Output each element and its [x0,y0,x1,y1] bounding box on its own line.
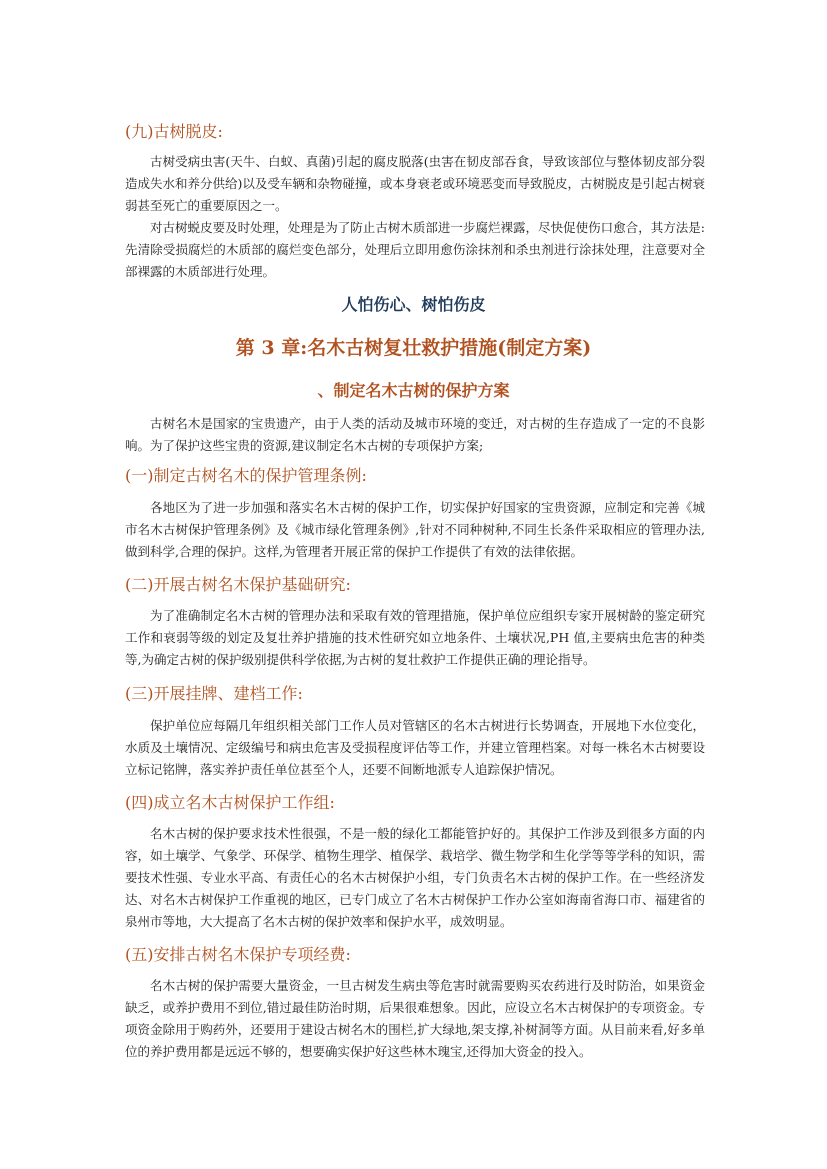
paragraph-5: 名木古树的保护需要大量资金，一旦古树发生病虫等危害时就需要购买农药进行及时防治，如果资金缺乏，或养护费用不到位,错过最佳防治时期，后果很难想象。因此，应设立名木古树保护的专项资金。专项资金除用于购药外，还要用于建设古树名木的围栏,扩大绿地,架支撑,补树洞等方面。从目前来看,好多单位的养护费用都是远远不够的，想要确实保护好这些林木瑰宝,还得加大资金的投入。 [125,978,705,1059]
chapter-title: 第 3 章:名木古树复壮救护措施(制定方案) [235,337,592,359]
intro-paragraph: 古树名木是国家的宝贵遗产，由于人类的活动及城市环境的变迁，对古树的生存造成了一定的不良影响。为了保护这些宝贵的资源,建议制定名木古树的专项保护方案; [125,416,705,453]
section-heading-3: (三)开展挂牌、建档工作: [125,684,303,703]
section-heading-2: (二)开展古树名木保护基础研究: [125,575,351,594]
section-heading-5: (五)安排古树名木保护专项经费: [125,945,351,964]
paragraph-9b: 对古树蜕皮要及时处理，处理是为了防止古树木质部进一步腐烂裸露，尽快促使伤口愈合，其方法是:先清除受损腐烂的木质部的腐烂变色部分，处理后立即用愈伤涂抹剂和杀虫剂进行涂抹处理，注意要对全部裸露的木质部进行处理。 [125,220,705,279]
paragraph-9a: 古树受病虫害(天牛、白蚁、真菌)引起的腐皮脱落(虫害在韧皮部吞食，导致该部位与整体韧皮部分裂造成失水和养分供给)以及受车辆和杂物碰撞，或本身衰老或环境恶变而导致脱皮，古树脱皮是引起古树衰弱甚至死亡的重要原因之一。 [125,154,705,213]
section-heading-1: (一)制定古树名木的保护管理条例: [125,466,367,485]
paragraph-3: 保护单位应每隔几年组织相关部门工作人员对管辖区的名木古树进行长势调查，开展地下水位变化，水质及土壤情况、定级编号和病虫危害及受损程度评估等工作，并建立管理档案。对每一株名木古树要设立标记铭牌，落实养护责任单位甚至个人，还要不间断地派专人追踪保护情况。 [125,718,705,777]
section-heading-4: (四)成立名木古树保护工作组: [125,793,335,812]
section-heading-9: (九)古树脱皮: [125,122,223,141]
paragraph-4: 名木古树的保护要求技术性很强，不是一般的绿化工都能管护好的。其保护工作涉及到很多方面的内容，如土壤学、气象学、环保学、植物生理学、植保学、栽培学、微生物学和生化学等等学科的知识，需要技术性强、专业水平高、有责任心的名木古树保护小组，专门负责名木古树的保护工作。在一些经济发达、对名木古树保护工作重视的地区，已专门成立了名木古树保护工作办公室如海南省海口市、福建省的泉州市等地，大大提高了名木古树的保护效率和保护水平，成效明显。 [125,826,705,929]
subsection-title: 、制定名木古树的保护方案 [317,381,510,400]
paragraph-1: 各地区为了进一步加强和落实名木古树的保护工作，切实保护好国家的宝贵资源，应制定和完善《城市名木古树保护管理条例》及《城市绿化管理条例》,针对不同种树种,不同生长条件采取相应的管理办法,做到科学,合理的保护。这样,为管理者开展正常的保护工作提供了有效的法律依据。 [125,500,705,559]
slogan-heading: 人怕伤心、树怕伤皮 [341,295,486,314]
paragraph-2: 为了准确制定名木古树的管理办法和采取有效的管理措施，保护单位应组织专家开展树龄的鉴定研究工作和衰弱等级的划定及复壮养护措施的技术性研究如立地条件、土壤状况,PH 值,主要病虫危害的种类等,为确定古树的保护级别提供科学依据,为古树的复壮救护工作提供正确的理论指导。 [125,608,705,667]
